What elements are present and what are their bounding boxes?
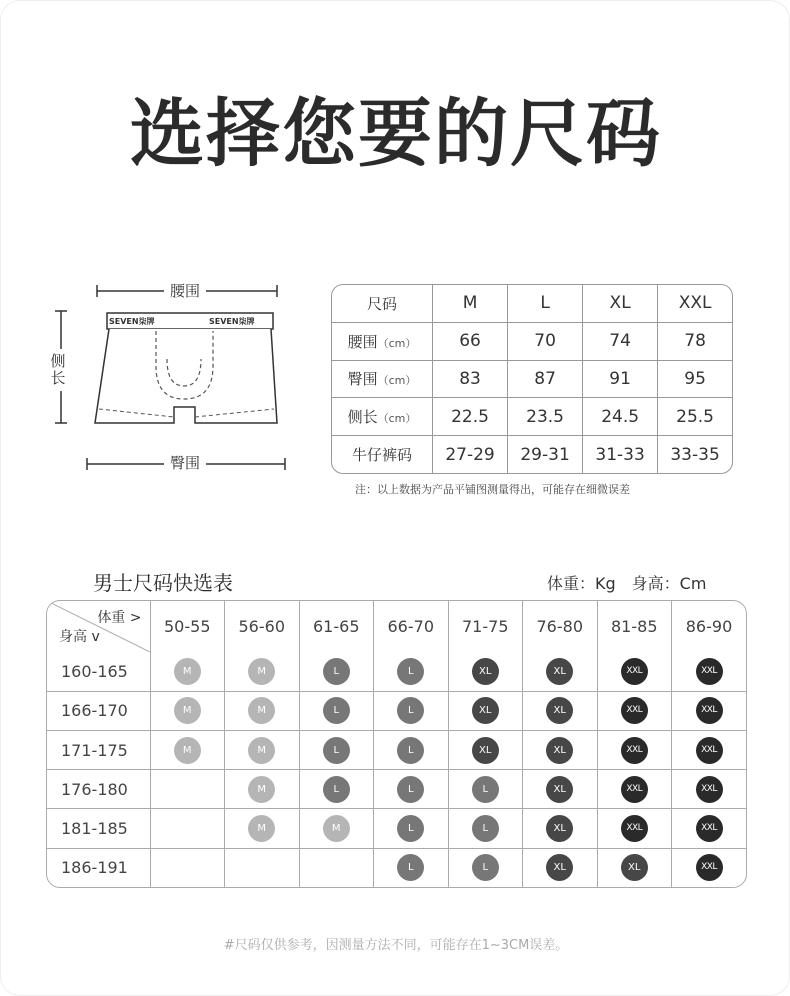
measure-cell: 74 — [583, 322, 658, 360]
size-badge: L — [397, 697, 424, 724]
page-title: 选择您要的尺码 — [130, 91, 662, 177]
size-cell — [299, 652, 374, 691]
measure-cell: 27-29 — [433, 436, 508, 473]
measure-row — [332, 322, 732, 360]
size-cell — [523, 691, 598, 730]
size-cell — [299, 691, 374, 730]
measure-header-cell: XXL — [658, 285, 732, 322]
size-cell — [225, 809, 300, 848]
height-cell: 176-180 — [47, 770, 150, 809]
weight-header-cell: 50-55 — [150, 601, 225, 652]
size-cell — [150, 848, 225, 887]
weight-header-cell: 86-90 — [685, 617, 733, 637]
size-cell — [523, 652, 598, 691]
size-badge: XL — [546, 815, 573, 842]
size-badge: XL — [546, 776, 573, 803]
size-badge: L — [472, 776, 499, 803]
size-cell — [448, 652, 523, 691]
size-measurement-table — [331, 284, 733, 474]
measure-cell: 22.5 — [433, 398, 508, 436]
size-cell — [150, 691, 225, 730]
size-cell — [225, 848, 300, 887]
size-cell — [672, 652, 747, 691]
size-badge: XXL — [696, 737, 723, 764]
measure-cell: 24.5 — [583, 398, 658, 436]
size-cell — [597, 730, 672, 769]
weight-header-cell: 66-70 — [374, 601, 449, 652]
measure-cell: 70 — [508, 322, 583, 360]
weight-header-cell: 71-75 — [448, 601, 523, 652]
size-badge: XXL — [696, 815, 723, 842]
measure-header-cell: L — [508, 285, 583, 322]
size-badge: XL — [621, 854, 648, 881]
quick-header-row — [47, 601, 746, 652]
size-cell — [597, 652, 672, 691]
measure-row — [332, 360, 732, 398]
measure-cell: 83 — [433, 360, 508, 398]
size-badge: XL — [472, 697, 499, 724]
size-badge: M — [174, 658, 201, 685]
size-cell — [672, 848, 747, 887]
quick-row — [47, 809, 746, 848]
size-cell — [523, 730, 598, 769]
weight-header-cell: 61-65 — [299, 601, 374, 652]
size-badge: XXL — [696, 854, 723, 881]
quick-row — [47, 691, 746, 730]
size-cell — [374, 730, 449, 769]
size-badge: L — [323, 776, 350, 803]
size-badge: XXL — [621, 658, 648, 685]
measure-row — [332, 398, 732, 436]
size-badge: XXL — [696, 658, 723, 685]
weight-header-cell: 56-60 — [225, 601, 300, 652]
size-badge: M — [248, 697, 275, 724]
size-cell — [150, 730, 225, 769]
brand-logo-right: SEVEN柒牌 — [209, 317, 255, 326]
size-cell — [150, 770, 225, 809]
measure-row-label: 侧长（cm） — [332, 398, 433, 436]
size-cell — [448, 848, 523, 887]
size-badge: L — [397, 658, 424, 685]
size-cell — [299, 770, 374, 809]
measure-cell: 91 — [583, 360, 658, 398]
size-badge: XL — [546, 697, 573, 724]
size-badge: XXL — [621, 697, 648, 724]
measure-row-label: 腰围（cm） — [332, 322, 433, 360]
height-cell: 186-191 — [47, 848, 150, 887]
quick-row — [47, 730, 746, 769]
measure-cell: 66 — [433, 322, 508, 360]
size-cell — [672, 770, 747, 809]
measure-header-cell: M — [433, 285, 508, 322]
size-badge: L — [323, 737, 350, 764]
size-badge: XXL — [621, 815, 648, 842]
quick-row — [47, 652, 746, 691]
size-badge: XXL — [696, 697, 723, 724]
weight-header-cell: 81-85 — [597, 601, 672, 652]
size-badge: L — [472, 854, 499, 881]
size-cell — [523, 848, 598, 887]
size-badge: L — [323, 658, 350, 685]
measure-cell: 33-35 — [670, 444, 720, 465]
size-cell — [597, 770, 672, 809]
size-cell — [150, 652, 225, 691]
height-cell: 166-170 — [47, 691, 150, 730]
size-badge: L — [397, 815, 424, 842]
size-cell — [672, 730, 747, 769]
size-badge: M — [248, 815, 275, 842]
waist-label: 腰围 — [164, 280, 206, 301]
quick-select-table — [46, 600, 747, 888]
size-cell — [672, 691, 747, 730]
size-cell — [225, 770, 300, 809]
size-badge: M — [248, 658, 275, 685]
measure-cell: 95 — [658, 360, 732, 398]
size-cell — [299, 848, 374, 887]
size-badge: M — [323, 815, 350, 842]
size-cell — [374, 691, 449, 730]
size-cell — [597, 691, 672, 730]
size-badge: XL — [472, 737, 499, 764]
size-cell — [597, 848, 672, 887]
size-badge: M — [174, 737, 201, 764]
size-badge: XXL — [696, 776, 723, 803]
height-axis-label: 身高 v — [59, 629, 100, 646]
size-cell — [597, 809, 672, 848]
size-cell — [299, 730, 374, 769]
size-cell — [150, 809, 225, 848]
size-badge: L — [397, 776, 424, 803]
measure-row-label: 臀围（cm） — [332, 360, 433, 398]
size-cell — [299, 809, 374, 848]
measure-cell: 29-31 — [508, 436, 583, 473]
size-badge: XL — [472, 658, 499, 685]
measure-header-row — [332, 285, 732, 322]
brand-logo-left: SEVEN柒牌 — [109, 317, 155, 326]
size-badge: M — [248, 776, 275, 803]
measure-row-label: 牛仔裤码 — [332, 436, 433, 473]
measure-cell: 25.5 — [658, 398, 732, 436]
size-cell — [448, 730, 523, 769]
size-badge: XL — [546, 854, 573, 881]
weight-axis-label: 体重 > — [97, 610, 142, 626]
size-cell — [448, 691, 523, 730]
size-cell — [448, 809, 523, 848]
hip-label: 臀围 — [164, 452, 206, 473]
size-cell — [225, 730, 300, 769]
size-badge: L — [323, 697, 350, 724]
size-badge: M — [174, 697, 201, 724]
height-cell: 171-175 — [47, 730, 150, 769]
measure-cell: 31-33 — [583, 436, 658, 473]
size-cell — [225, 691, 300, 730]
measure-header-cell: 尺码 — [332, 285, 433, 322]
size-cell — [523, 770, 598, 809]
size-badge: XL — [546, 737, 573, 764]
footer-disclaimer: #尺码仅供参考，因测量方法不同，可能存在1~3CM误差。 — [223, 938, 569, 953]
size-badge: XXL — [621, 776, 648, 803]
measure-cell: 78 — [658, 322, 732, 360]
size-badge: L — [472, 815, 499, 842]
measure-row — [332, 436, 732, 473]
measure-header-cell: XL — [583, 285, 658, 322]
size-badge: L — [397, 737, 424, 764]
quick-row — [47, 770, 746, 809]
size-cell — [225, 652, 300, 691]
height-cell: 181-185 — [47, 809, 150, 848]
size-cell — [374, 652, 449, 691]
measure-cell: 87 — [508, 360, 583, 398]
measurement-note: 注：以上数据为产品平铺图测量得出，可能存在细微误差 — [355, 483, 630, 496]
size-badge: M — [248, 737, 275, 764]
size-cell — [374, 770, 449, 809]
corner-cell — [47, 601, 150, 652]
quick-select-title: 男士尺码快选表 — [93, 571, 233, 595]
quick-select-units: 体重：Kg 身高：Cm — [547, 574, 707, 593]
height-cell: 160-165 — [47, 652, 150, 691]
size-cell — [523, 809, 598, 848]
measure-cell: 23.5 — [508, 398, 583, 436]
quick-row — [47, 848, 746, 887]
size-badge: XL — [546, 658, 573, 685]
weight-header-cell: 76-80 — [523, 601, 598, 652]
size-cell — [374, 848, 449, 887]
underwear-diagram — [41, 271, 311, 491]
size-badge: XXL — [621, 737, 648, 764]
size-badge: L — [397, 854, 424, 881]
size-cell — [672, 809, 747, 848]
size-cell — [374, 809, 449, 848]
size-cell — [448, 770, 523, 809]
side-length-label: 侧长 — [50, 349, 66, 391]
